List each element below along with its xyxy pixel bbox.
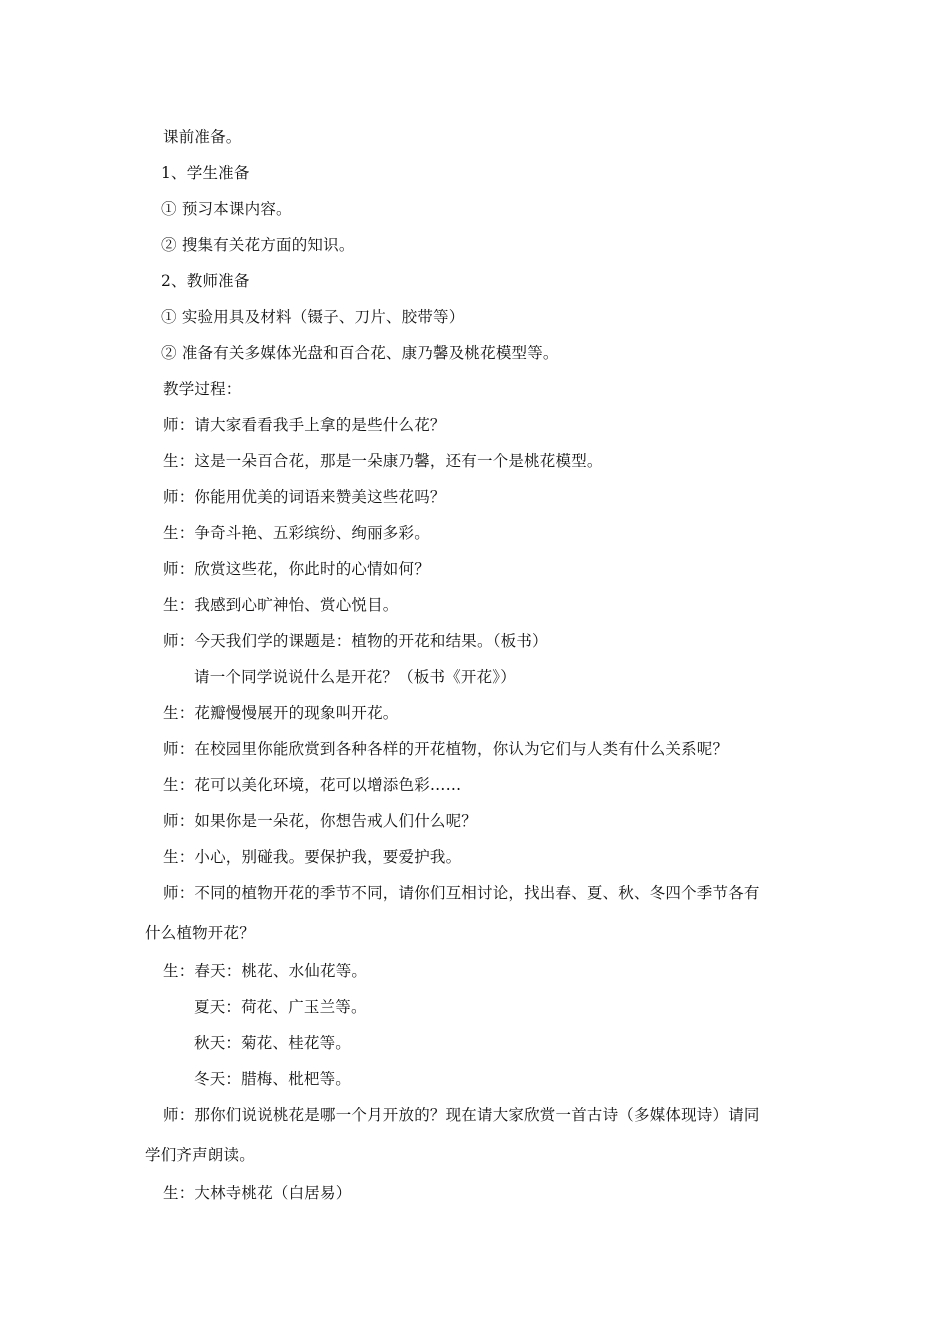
- text-line: 生：我感到心旷神怡、赏心悦目。: [163, 596, 399, 614]
- text-line: 生：大林寺桃花（白居易）: [163, 1184, 352, 1202]
- text-line: 1、学生准备: [161, 164, 250, 182]
- text-line: 生：小心，别碰我。要保护我，要爱护我。: [163, 848, 462, 866]
- text-line: ① 预习本课内容。: [161, 200, 292, 218]
- text-line: ① 实验用具及材料（镊子、刀片、胶带等）: [161, 308, 465, 326]
- text-line: 学们齐声朗读。: [145, 1146, 255, 1164]
- text-line: 秋天：菊花、桂花等。: [194, 1034, 352, 1052]
- text-line: 课前准备。: [163, 128, 242, 146]
- text-line: 师：欣赏这些花，你此时的心情如何？: [163, 560, 430, 578]
- text-line: 师：在校园里你能欣赏到各种各样的开花植物，你认为它们与人类有什么关系呢？: [163, 740, 729, 758]
- text-line: ② 准备有关多媒体光盘和百合花、康乃馨及桃花模型等。: [161, 344, 559, 362]
- text-line: 夏天：荷花、广玉兰等。: [194, 998, 367, 1016]
- text-line: 师：你能用优美的词语来赞美这些花吗？: [163, 488, 446, 506]
- text-line: 生：春天：桃花、水仙花等。: [163, 962, 368, 980]
- text-line: 师：那你们说说桃花是哪一个月开放的？现在请大家欣赏一首古诗（多媒体现诗）请同: [163, 1106, 760, 1124]
- text-line: 师：不同的植物开花的季节不同，请你们互相讨论，找出春、夏、秋、冬四个季节各有: [163, 884, 760, 902]
- text-line: 请一个同学说说什么是开花？（板书《开花》）: [194, 668, 516, 686]
- text-line: 师：如果你是一朵花，你想告戒人们什么呢？: [163, 812, 478, 830]
- text-line: 师：今天我们学的课题是：植物的开花和结果。（板书）: [163, 632, 548, 650]
- text-line: 生：花瓣慢慢展开的现象叫开花。: [163, 704, 399, 722]
- text-line: 生：花可以美化环境，花可以增添色彩……: [163, 776, 462, 794]
- text-line: 生：这是一朵百合花，那是一朵康乃馨，还有一个是桃花模型。: [163, 452, 603, 470]
- text-line: 什么植物开花？: [145, 924, 255, 942]
- text-line: 师：请大家看看我手上拿的是些什么花？: [163, 416, 446, 434]
- text-line: 生：争奇斗艳、五彩缤纷、绚丽多彩。: [163, 524, 430, 542]
- text-line: ② 搜集有关花方面的知识。: [161, 236, 355, 254]
- text-line: 教学过程：: [163, 380, 242, 398]
- text-line: 冬天：腊梅、枇杷等。: [194, 1070, 352, 1088]
- text-line: 2、教师准备: [161, 272, 250, 290]
